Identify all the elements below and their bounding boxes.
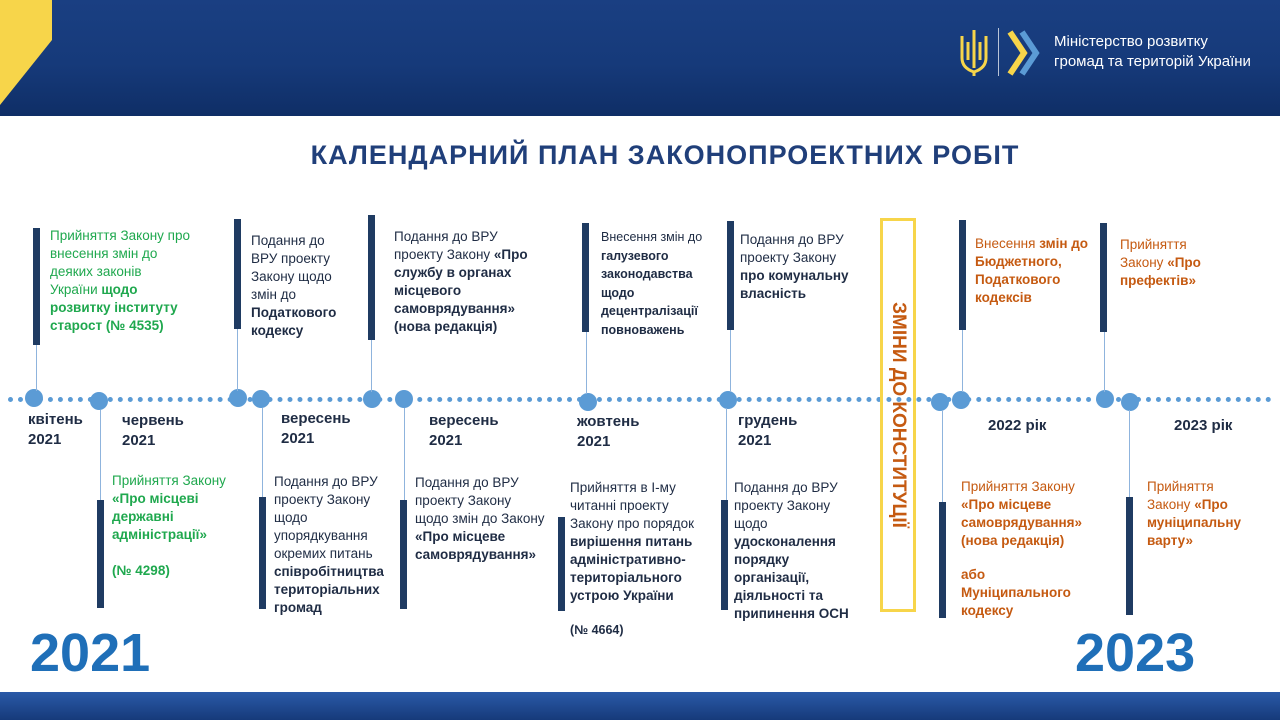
timeline-dot: [363, 390, 381, 408]
logo-separator: [998, 28, 999, 76]
connector-line: [942, 410, 943, 502]
event-text-state-administrations: Прийняття Закону «Про місцеві державні адміністрації» (№ 4298): [112, 473, 226, 578]
ministry-logo: [958, 24, 1258, 84]
event-bar: [97, 500, 104, 608]
date-label-september-2021-b: вересень 2021: [429, 412, 499, 449]
connector-line: [1129, 410, 1130, 497]
event-text-budget-code: Внесення змін до Бюджетного, Податкового кодексів: [975, 236, 1089, 305]
timeline-axis: [8, 397, 1272, 402]
page-title: КАЛЕНДАРНИЙ ПЛАН ЗАКОНОПРОЕКТНИХ РОБІТ: [310, 140, 1020, 170]
timeline-dot: [25, 389, 43, 407]
event-bar: [959, 220, 966, 330]
event-bar: [234, 219, 241, 329]
connector-line: [586, 332, 587, 394]
event-bar: [368, 215, 375, 340]
timeline-dot: [931, 393, 949, 411]
connector-line: [962, 330, 963, 392]
timeline-dot: [579, 393, 597, 411]
event-text-municipal-code: Прийняття Закону «Про місцеве самоврядування» (нова редакція) або Муніципального кодексу: [961, 479, 1083, 618]
timeline-dot: [1121, 393, 1139, 411]
date-label-december-2021: грудень 2021: [738, 412, 798, 449]
event-bar: [727, 221, 734, 330]
event-bar: [1126, 497, 1133, 615]
event-text-admin-territorial: Прийняття в І-му читанні проекту Закону про порядок вирішення питань адміністративно- територіального устрою України (№ 4664): [570, 480, 695, 637]
event-bar: [33, 228, 40, 345]
constitution-label: ЗМІНИ ДО КОНСТИТУЦІЇ: [888, 302, 909, 528]
timeline-dot: [90, 392, 108, 410]
date-label-october-2021: жовтень 2021: [577, 413, 640, 450]
event-text-starosty: Прийняття Закону про внесення змін до деяких законів України щодо розвитку інституту старост (№ 4535): [50, 228, 190, 333]
date-label-april-2021: квітень 2021: [28, 411, 83, 448]
timeline-dot: [252, 390, 270, 408]
event-text-decentralization: Внесення змін до галузевого законодавства щодо децентралізації повноважень: [601, 230, 703, 337]
trident-icon: [958, 28, 990, 78]
connector-line: [237, 329, 238, 391]
event-text-tax-code: Подання до ВРУ проекту Закону щодо змін до Податкового кодексу: [251, 233, 337, 338]
event-bar: [400, 500, 407, 609]
year-start: 2021: [30, 623, 151, 683]
footer-band: [0, 692, 1280, 720]
connector-line: [726, 408, 727, 500]
connector-line: [1104, 332, 1105, 392]
header-corner-triangle: [0, 40, 52, 105]
connector-line: [730, 330, 731, 392]
event-text-communal-property: Подання до ВРУ проекту Закону про комунальну власність: [740, 232, 849, 301]
date-label-2022: 2022 рік: [988, 417, 1047, 434]
header-band: [0, 0, 1280, 116]
header-corner-accent: [0, 0, 52, 40]
constitution-box: [880, 218, 916, 612]
event-text-service: Подання до ВРУ проекту Закону «Про службу в органах місцевого самоврядування» (нова редакція): [394, 229, 528, 334]
event-text-local-self-gov: Подання до ВРУ проекту Закону щодо змін до Закону «Про місцеве самоврядування»: [415, 475, 545, 562]
connector-line: [404, 408, 405, 500]
timeline-dot: [719, 391, 737, 409]
ministry-name-line2: громад та територій України: [1054, 53, 1251, 70]
event-bar: [721, 500, 728, 610]
event-text-osn: Подання до ВРУ проекту Закону щодо удосконалення порядку організації, діяльності та припинення ОСН: [734, 480, 849, 621]
connector-line: [36, 345, 37, 391]
ministry-name: [1054, 32, 1251, 72]
year-end: 2023: [1075, 623, 1196, 683]
connector-line: [262, 408, 263, 497]
connector-line: [100, 410, 101, 500]
event-text-municipal-guard: Прийняття Закону «Про муніципальну варту»: [1147, 479, 1242, 548]
date-label-june-2021: червень 2021: [122, 412, 184, 449]
event-bar: [259, 497, 266, 609]
event-text-cooperation: Подання до ВРУ проекту Закону щодо упорядкування окремих питань співробітництва територіальних громад: [274, 474, 384, 615]
connector-line: [371, 340, 372, 392]
date-label-2023: 2023 рік: [1174, 417, 1233, 434]
event-bar: [582, 223, 589, 332]
chevron-arrows-icon: [1006, 28, 1046, 78]
ministry-name-line1: Міністерство розвитку: [1054, 33, 1208, 50]
timeline-dot: [229, 389, 247, 407]
date-label-september-2021: вересень 2021: [281, 410, 351, 447]
event-bar: [939, 502, 946, 618]
timeline-dot: [395, 390, 413, 408]
timeline-dot: [1096, 390, 1114, 408]
event-text-prefects: Прийняття Закону «Про префектів»: [1120, 237, 1201, 288]
timeline-dot: [952, 391, 970, 409]
